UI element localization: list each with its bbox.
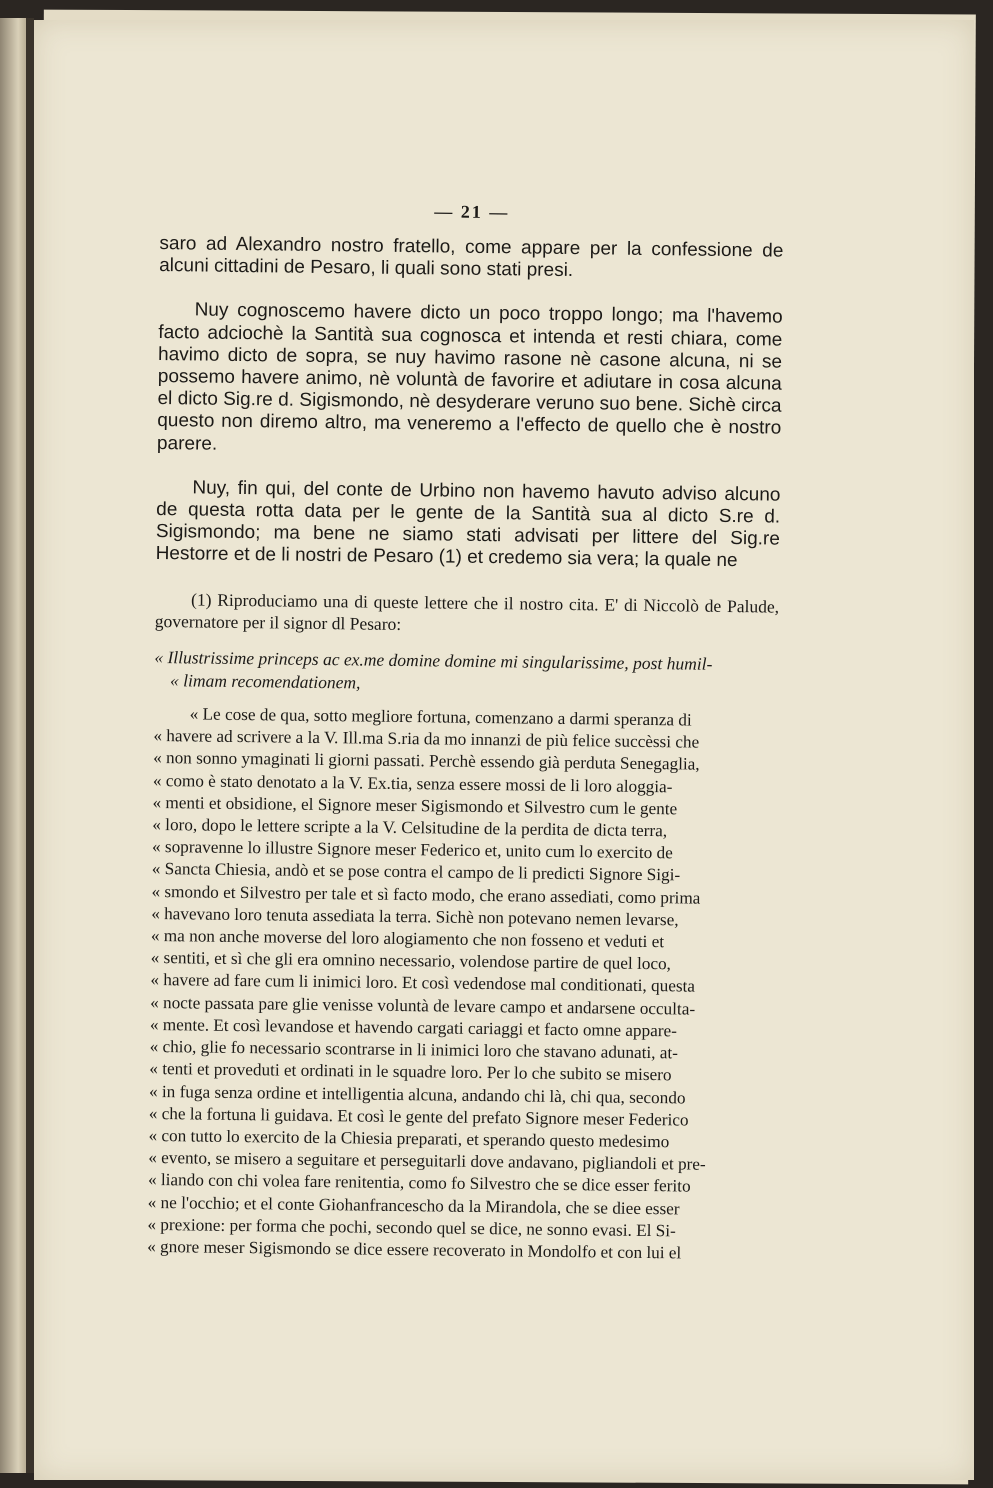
letter-line: « gnore meser Sigismondo se dice essere recoverato in Mondolfo et con lui el (147, 1236, 682, 1263)
letter-line: « con tutto lo exercito de la Chiesia preparati, et sperando questo medesimo (148, 1125, 670, 1152)
letter-line: « tenti et proveduti et ordinati in le squadre loro. Per lo che subito se misero (149, 1059, 672, 1085)
letter-line: « mente. Et così levandose et havendo cargati cariaggi et facto omne appare- (149, 1014, 677, 1041)
letter-line: « havere ad fare cum li inimici loro. Et così vedendose mal conditionati, questa (150, 970, 696, 997)
book-page (34, 20, 974, 1480)
letter-line: « loro, dopo le lettere scripte a la V. Celsitudine de la perdita de dicta terra, (152, 815, 668, 841)
letter-line: « Sancta Chiesia, andò et se pose contra el campo de li predicti Signore Sigi- (151, 859, 681, 885)
letter-line: « havere ad scrivere a la V. Ill.ma S.ria da mo innanzi de più felice succèssi che (153, 726, 700, 752)
letter-line: « in fuga senza ordine et intelligentia alcuna, andando chi là, chi qua, secondo (148, 1081, 686, 1107)
book-gutter (26, 18, 34, 1473)
letter-line: « chio, glie fo necessario scontrarse in li inimici loro che stavano adunati, at- (149, 1037, 679, 1063)
letter-line: « evento, se misero a seguitare et perseguitarli dove andavano, pigliandoli et pre- (148, 1148, 706, 1174)
letter-line: « Le cose de qua, sotto megliore fortuna, comenzano a darmi speranza di (189, 704, 692, 730)
letter-line: « che la fortuna li guidava. Et così le gente del prefato Signore meser Federico (148, 1103, 689, 1130)
letter-line: « liando con chi volea fare renitentia, como fo Silvestro che se dice esser ferito (147, 1170, 691, 1196)
letter-line: « como è stato denotato a la V. Ex.tia, senza essere mossi de li loro aloggia- (152, 770, 673, 796)
left-page-edge (0, 18, 26, 1473)
letter-line: « sopravenne lo illustre Signore meser Federico et, unito cum lo exercito de (151, 837, 673, 863)
letter-line: « havevano loro tenuta assediata la terra. Sichè non potevano nemen levarse, (151, 903, 679, 930)
letter-line: « ma non anche moverse del loro alogiamento che non fosseno et veduti et (150, 926, 665, 952)
footnote-intro: (1) Riproduciamo una di queste lettere che il nostro cita. E' di Niccolò de Palude, governatore per il signor dl Pesaro: (154, 589, 780, 634)
page-number: — 21 — (434, 201, 510, 223)
page-text (147, 198, 784, 1266)
letter-line: « ne l'occhio; et el conte Giohanfrancescho da la Mirandola, che se diee esser (147, 1192, 680, 1218)
body-paragraph-2: Nuy cognoscemo havere dicto un poco troppo longo; ma l'havemo facto adciochè la Santità sua cognosca et intenda et resti chiara, come havimo dicto de sopra, se nuy havimo rasone nè casone alcuna, ni se possemo havere animo, nè voluntà de favorire et adiutare in cosa alcuna el dicto Sig.re d. Sigismondo, nè desyderare veruno suo bene. Sichè circa questo non diremo altro, ma veneremo a l'effecto de quello che è nostro parere. (156, 299, 783, 455)
letter-line: « nocte passata pare glie venisse voluntà de levare campo et andarsene occulta- (150, 992, 696, 1019)
salutation-line: « limam recomendationem, (169, 669, 361, 693)
letter-line: « sentiti, et sì che gli era omnino necessario, volendose partire de quel loco, (150, 948, 672, 974)
letter-line: « smondo et Silvestro per tale et sì facto modo, che erano assediati, como prima (151, 881, 701, 908)
body-paragraph-3: Nuy, fin qui, del conte de Urbino non havemo havuto adviso alcuno de questa rotta data per le gente de la Santità sua al dicto S.re d. Sigismondo; ma bene ne siamo stati advisati per littere del Sig.re Hestorre et de li nostri de Pesaro (1) et credemo sia vera; la quale ne (155, 477, 781, 572)
letter-line: « prexione: per forma che pochi, secondo quel se dice, ne sonno evasi. El Si- (147, 1214, 676, 1241)
letter-body (147, 703, 778, 1266)
letter-salutation (154, 646, 779, 699)
letter-line: « menti et obsidione, el Signore meser Sigismondo et Silvestro cum le gente (152, 792, 678, 819)
letter-line: « non sonno ymaginati li giorni passati. Perchè essendo già perduta Senegaglia, (153, 748, 700, 775)
salutation-line: « Illustrissime princeps ac ex.me domine domine mi singularissime, post humil- (154, 647, 713, 674)
body-paragraph-1: saro ad Alexandro nostro fratello, come appare per la confessione de alcuni cittadini de Pesaro, li quali sono stati presi. (159, 232, 784, 282)
